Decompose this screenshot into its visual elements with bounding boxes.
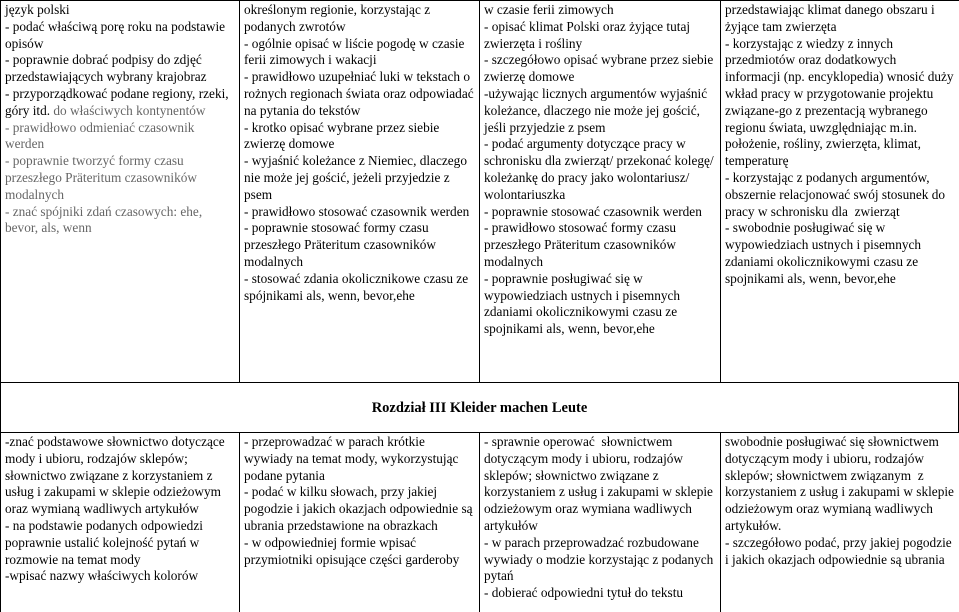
table-cell-col4: przedstawiając klimat danego obszaru i żyjące tam zwierzęta - korzystając z wiedzy z innych przedmiotów oraz dodatkowych informacji (np. encyklopedia) wnosić duży wkład pracy w przygotowanie projektu związane-go z prezentacją wybranego regionu świata, uwzględniając m.in. położenie, rośliny, zwierzęta, klimat, temperaturę - korzystając z podanych argumentów, obszernie relacjonować swój stosunek do pracy w schronisku dla zwierząt - swobodnie posługiwać się w wypowiedziach ustnych i pisemnych zdaniami okolicznikowymi czasu ze spojnikami als, wenn, bevor,ehe	[721, 1, 959, 383]
table-row	[1, 433, 959, 612]
cell-text: język polski - podać właściwą porę roku na podstawie opisów - poprawnie dobrać podpisy do zdjęć przedstawiających wybrany krajobraz - przyporządkować podane regiony, rzeki, góry itd.	[5, 2, 229, 118]
table-row	[1, 1, 959, 383]
table-cell-col3: w czasie ferii zimowych - opisać klimat Polski oraz żyjące tutaj zwierzęta i rośliny - szczegółowo opisać wybrane przez siebie zwierzę domowe -używając licznych argumentów wyjaśnić koleżance, dlaczego nie może jej gościć, jeśli przyjedzie z psem - podać argumenty dotyczące pracy w schronisku dla zwierząt/ przekonać kolegę/ koleżankę do pracy jako wolontariusz/ wolontariuszka - poprawnie stosować czasownik werden - prawidłowo stosować formy czasu przeszłego Präteritum czasowników modalnych - poprawnie posługiwać się w wypowiedziach ustnych i pisemnych zdaniami okolicznikowymi czasu ze spojnikami als, wenn, bevor,ehe	[480, 1, 721, 383]
table-cell-col3: - sprawnie operować słownictwem dotyczącym mody i ubioru, rodzajów sklepów; słownictwo związane z korzystaniem z usług i zakupami w sklepie odzieżowym oraz wymiana wadliwych artykułów - w parach przeprowadzać rozbudowane wywiady o modzie korzystając z podanych pytań - dobierać odpowiedni tytuł do tekstu	[480, 433, 721, 612]
cell-text-faded: do właściwych kontynentów - prawidłowo odmieniać czasownik werden - poprawnie tworzyć formy czasu przeszłego Präteritum czasowników modalnych - znać spójniki zdań czasowych: ehe, bevor, als, wenn	[5, 102, 206, 236]
table-cell-col1	[1, 1, 240, 383]
table-cell-col2: określonym regionie, korzystając z podanych zwrotów - ogólnie opisać w liście pogodę w czasie ferii zimowych i wakacji - prawidłowo uzupełniać luki w tekstach o rożnych regionach świata oraz odpowiadać na pytania do tekstów - krotko opisać wybrane przez siebie zwierzę domowe - wyjaśnić koleżance z Niemiec, dlaczego nie może jej gościć, jeżeli przyjedzie z psem - prawidłowo stosować czasownik werden - poprawnie stosować formy czasu przeszłego Präteritum czasowników modalnych - stosować zdania okolicznikowe czasu ze spójnikami als, wenn, bevor,ehe	[240, 1, 480, 383]
section-title: Rozdział III Kleider machen Leute	[371, 400, 588, 416]
competency-table-bottom	[0, 432, 959, 612]
table-cell-col4: swobodnie posługiwać się słownictwem dotyczącym mody i ubioru, rodzajów sklepów; słownictwem związanym z korzystaniem z usług i zakupami w sklepie odzieżowym oraz wymianą wadliwych artykułów. - szczegółowo podać, przy jakiej pogodzie i jakich okazjach odpowiednie są ubrania	[721, 433, 959, 612]
table-cell-col2: - przeprowadzać w parach krótkie wywiady na temat mody, wykorzystując podane pytania - podać w kilku słowach, przy jakiej pogodzie i jakich okazjach odpowiednie są ubrania przedstawione na obrazkach - w odpowiedniej formie wpisać przymiotniki opisujące części garderoby	[240, 433, 480, 612]
table-cell-col1: -znać podstawowe słownictwo dotyczące mody i ubioru, rodzajów sklepów; słownictwo związane z korzystaniem z usług i zakupami w sklepie odzieżowym oraz wymianą wadliwych artykułów - na podstawie podanych odpowiedzi poprawnie ustalić kolejność pytań w rozmowie na temat mody -wpisać nazwy właściwych kolorów	[1, 433, 240, 612]
